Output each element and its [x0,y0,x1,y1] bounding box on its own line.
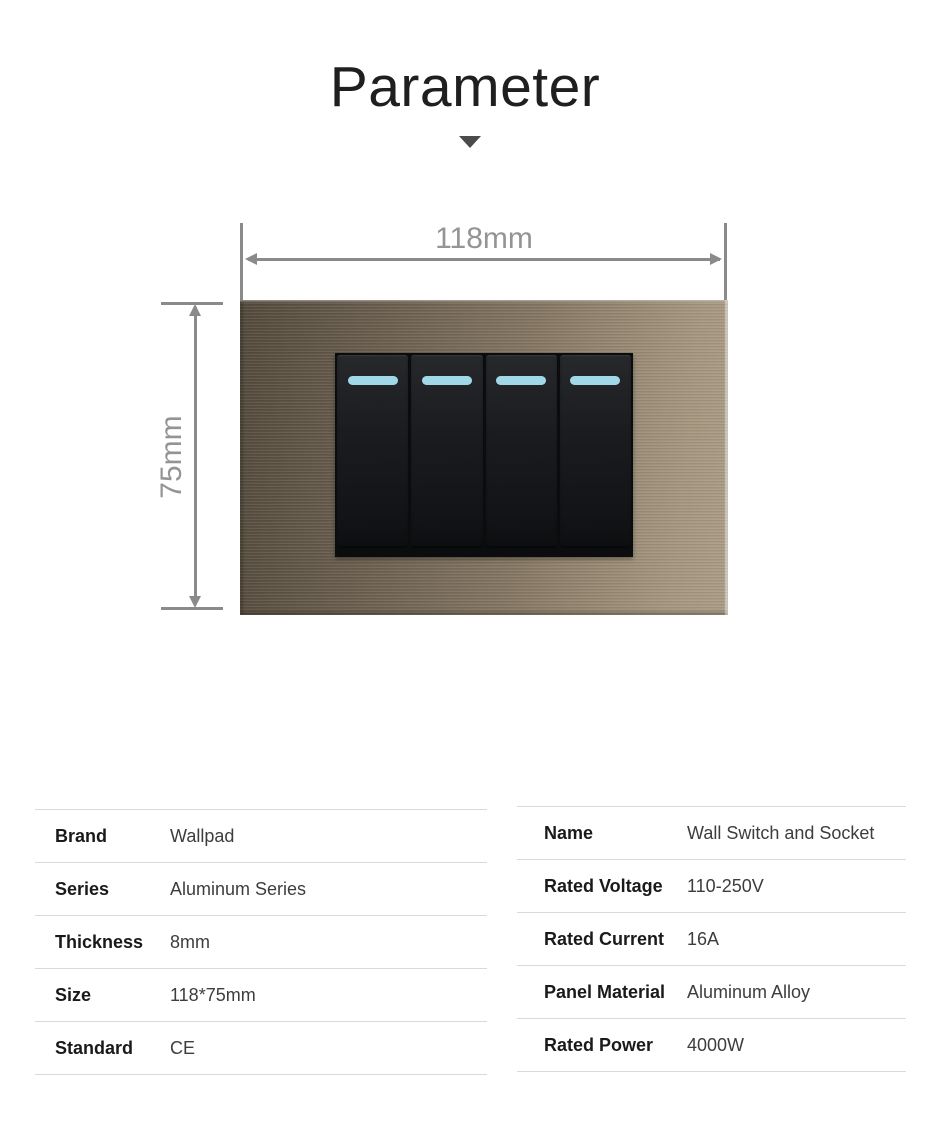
spec-table-left [35,809,487,1075]
spec-row [517,860,906,913]
spec-label: Rated Power [544,1034,654,1055]
spec-label: Panel Material [544,981,666,1002]
arrowhead-up-icon [189,304,201,316]
dimension-endbar [240,223,243,300]
page-title: Parameter [329,55,601,119]
spec-label: Brand [55,825,108,846]
switch-indicator-light [570,376,620,385]
spec-value: Aluminum Series [170,878,307,899]
switch-rocker [560,355,631,548]
switch-group [335,353,633,557]
switch-rocker [337,355,408,548]
caret-down-icon [459,136,481,148]
spec-row [517,966,906,1019]
spec-value: 16A [687,928,720,949]
arrowhead-right-icon [710,253,722,265]
spec-row [35,810,487,863]
spec-value: 8mm [170,931,210,952]
dimension-endbar [724,223,727,300]
spec-label: Series [55,878,110,899]
switch-indicator-light [348,376,398,385]
switch-rocker [411,355,482,548]
spec-row [517,913,906,966]
spec-row [35,969,487,1022]
switch-indicator-light [422,376,472,385]
spec-value: Wallpad [170,825,235,846]
width-dimension-label: 118mm [435,222,533,255]
switch-rocker [486,355,557,548]
spec-label: Name [544,822,594,843]
spec-value: Wall Switch and Socket [687,822,875,843]
arrowhead-left-icon [245,253,257,265]
spec-label: Size [55,984,92,1005]
spec-value: 118*75mm [170,984,256,1005]
switch-indicator-light [496,376,546,385]
spec-value: Aluminum Alloy [687,981,811,1002]
spec-table-right [517,806,906,1072]
spec-row [517,807,906,860]
switch-panel-photo [240,300,728,615]
dimension-line [248,258,720,261]
spec-value: 4000W [687,1034,745,1055]
spec-label: Rated Voltage [544,875,663,896]
spec-row [35,863,487,916]
spec-label: Thickness [55,931,144,952]
spec-row [35,1022,487,1075]
spec-label: Rated Current [544,928,665,949]
spec-row [517,1019,906,1072]
height-dimension-label: 75mm [155,415,188,499]
spec-value: CE [170,1037,196,1058]
spec-value: 110-250V [687,875,764,896]
arrowhead-down-icon [189,596,201,608]
spec-row [35,916,487,969]
dimension-line [194,307,197,603]
spec-label: Standard [55,1037,134,1058]
